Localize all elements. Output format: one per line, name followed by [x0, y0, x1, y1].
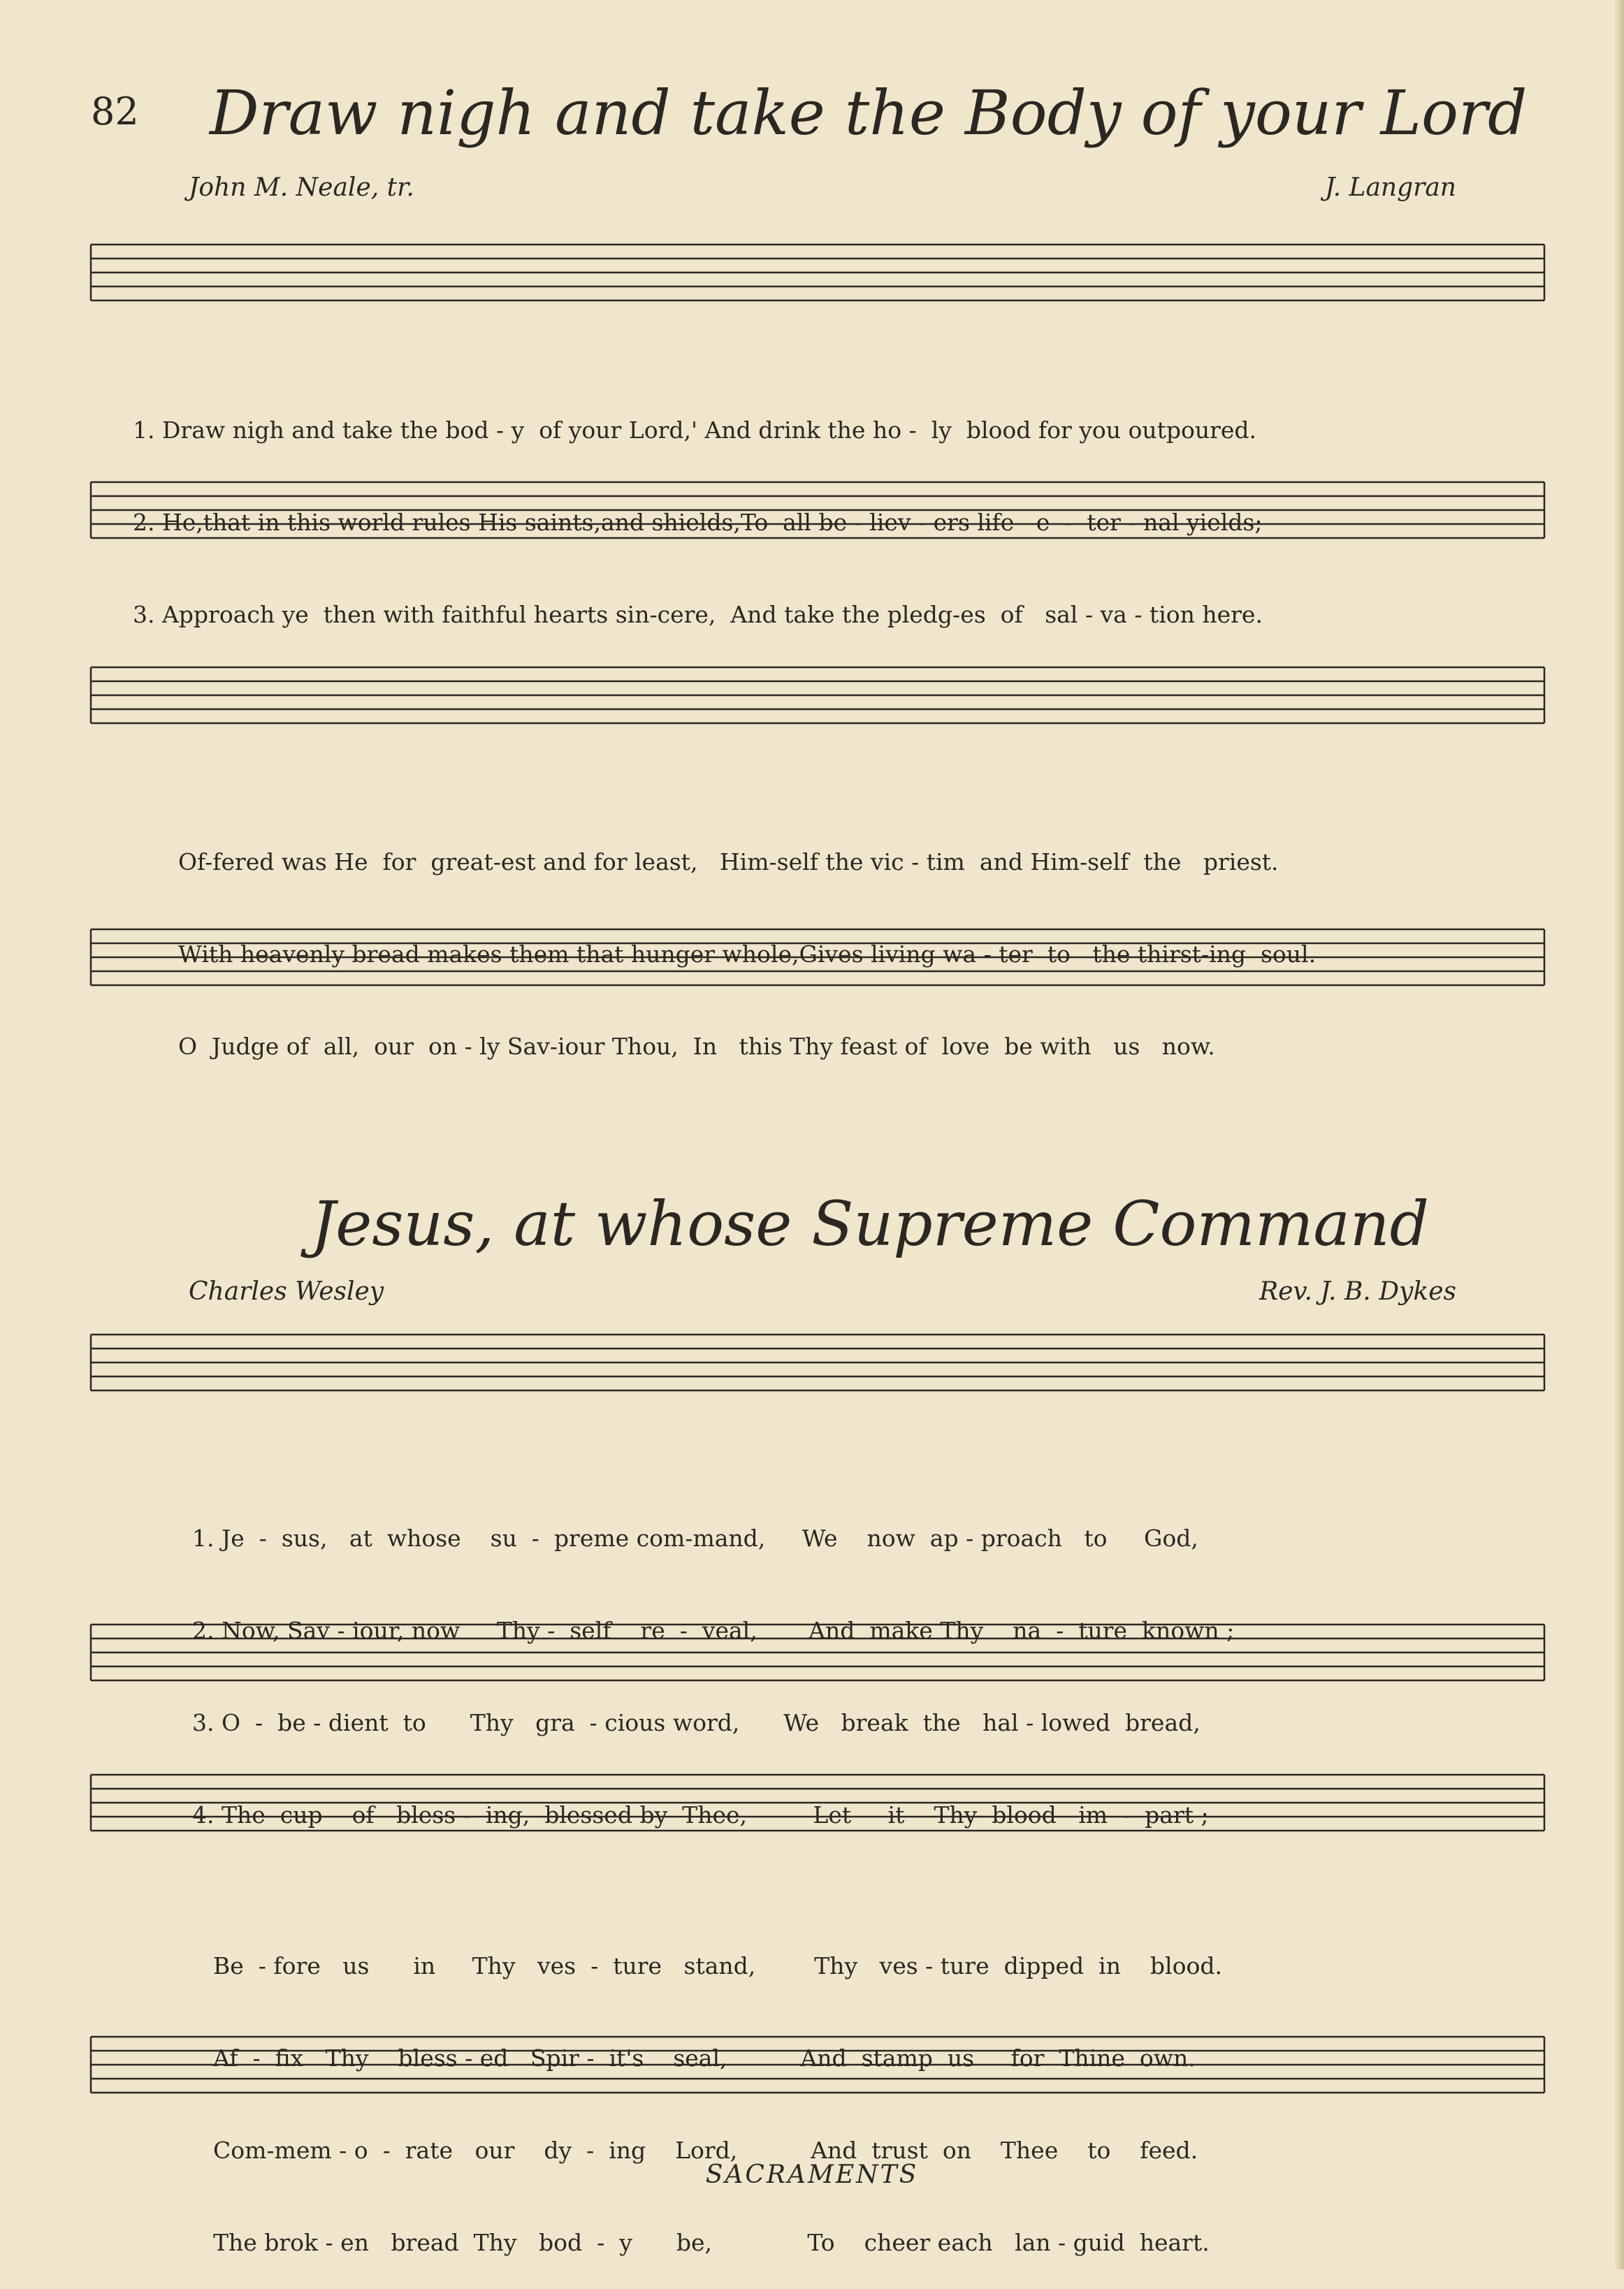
verse-line: The brok - en bread Thy bod - y be, To cheer each lan - guid heart.	[213, 2229, 1210, 2256]
verse-line: Af - fix Thy bless - ed Spir - it's seal, And stamp us for Thine own.	[213, 2044, 1196, 2072]
verse-line: Com-mem - o - rate our dy - ing Lord, And trust on Thee to feed.	[213, 2137, 1198, 2164]
hymn-author: John M. Neale, tr.	[189, 173, 414, 202]
section-footer: SACRAMENTS	[705, 2160, 919, 2189]
verse-line: 1. Je - sus, at whose su - preme com-mand, We now ap - proach to God,	[192, 1525, 1198, 1552]
verse-line: With heavenly bread makes them that hunger whole,Gives living wa - ter to the thirst-ing soul.	[178, 940, 1317, 968]
hymn-title: Jesus, at whose Supreme Command	[311, 1188, 1429, 1260]
verse-line: 3. O - be - dient to Thy gra - cious word, We break the hal - lowed bread,	[192, 1709, 1201, 1736]
hymn-author: Charles Wesley	[189, 1277, 384, 1306]
verse-line: O Judge of all, our on - ly Sav-iour Thou, In this Thy feast of love be with us now.	[178, 1033, 1215, 1060]
hymn-composer: J. Langran	[1325, 173, 1456, 202]
verse-line: Be - fore us in Thy ves - ture stand, Thy ves - ture dipped in blood.	[213, 1952, 1222, 1979]
verse-line: 1. Draw nigh and take the bod - y of your Lord,' And drink the ho - ly blood for you outpoured.	[133, 416, 1257, 444]
page-number: 82	[91, 89, 139, 133]
hymn-composer: Rev. J. B. Dykes	[1259, 1277, 1456, 1306]
verse-line: 2. Now, Sav - iour, now Thy - self re - veal, And make Thy na - ture known ;	[192, 1617, 1235, 1644]
verse-line: 4. The cup of bless - ing, blessed by Thee, Let it Thy blood im - part ;	[192, 1801, 1209, 1829]
verse-line: 3. Approach ye then with faithful hearts sin-cere, And take the pledg-es of sal - va - tion here.	[133, 601, 1263, 628]
verse-line: Of-fered was He for great-est and for least, Him-self the vic - tim and Him-self the priest.	[178, 848, 1279, 875]
hymn-title: Draw nigh and take the Body of your Lord	[210, 77, 1528, 149]
verse-line: 2. He,that in this world rules His saints,and shields,To all be - liev - ers life e - ter - nal yields;	[133, 509, 1263, 536]
